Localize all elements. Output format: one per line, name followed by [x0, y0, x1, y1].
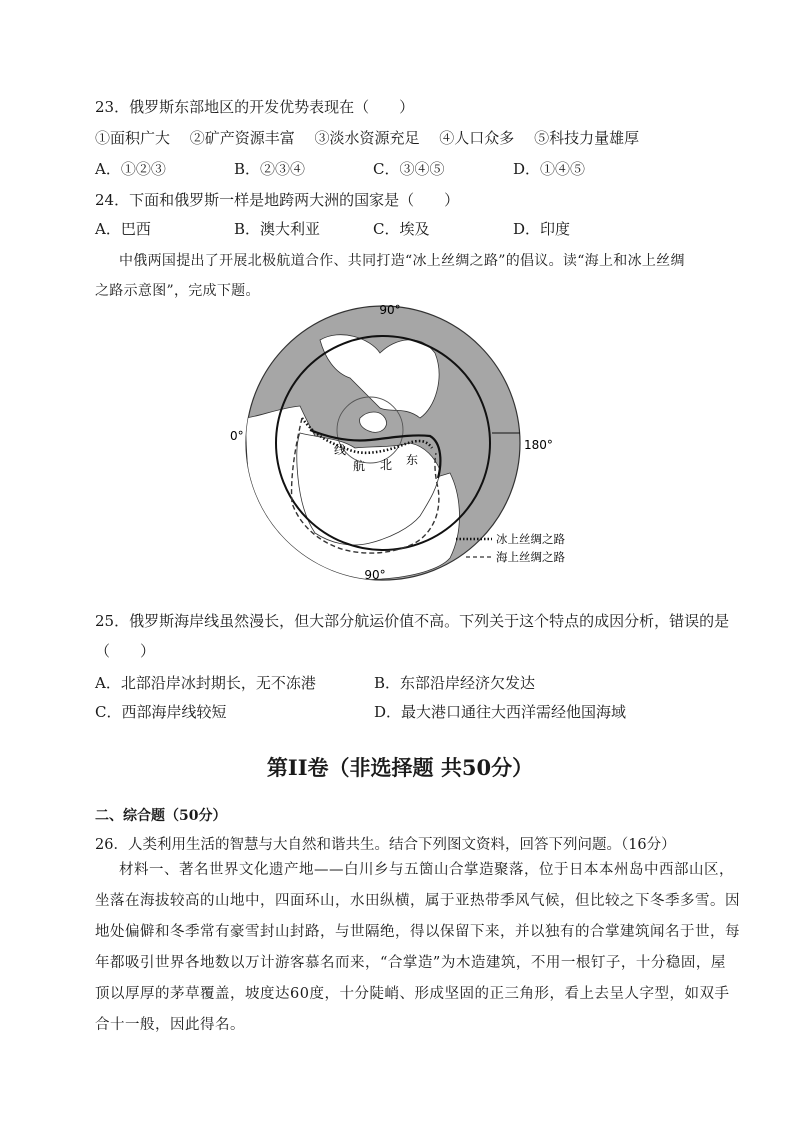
label-bottom-90: 90° — [364, 568, 386, 582]
material-line-6: 合十一般，因此得名。 — [95, 1017, 245, 1033]
q24-option-d: D．印度 — [513, 220, 571, 238]
q25-option-b: B．东部沿岸经济欠发达 — [374, 674, 536, 692]
q23-option-a: A．①②③ — [95, 160, 166, 178]
label-left-0: 0° — [230, 429, 244, 443]
q25-option-c: C．西部海岸线较短 — [95, 703, 227, 721]
q24-option-b: B．澳大利亚 — [234, 220, 321, 238]
material-line-5: 顶以厚厚的茅草覆盖，坡度达60度，十分陡峭、形成坚固的正三角形，看上去呈人字型，如双手 — [95, 986, 730, 1002]
q23-stem: 23．俄罗斯东部地区的开发优势表现在（ ） — [95, 98, 415, 116]
material-line-1: 材料一、著名世界文化遗产地——白川乡与五箇山合掌造聚落，位于日本本州岛中西部山区， — [119, 862, 734, 878]
legend-ice-label: 冰上丝绸之路 — [496, 532, 565, 546]
route-char-hang: 航 — [353, 459, 366, 473]
route-char-xian: 线 — [334, 443, 347, 457]
q25-paren: （ ） — [95, 642, 156, 660]
material-line-3: 地处偏僻和冬季常有豪雪封山封路，与世隔绝，得以保留下来，并以独有的合掌建筑闻名于世，每 — [95, 924, 740, 940]
material-line-2: 坐落在海拔较高的山地中，四面环山，水田纵横，属于亚热带季风气候，但比较之下冬季多雪。因 — [95, 893, 740, 909]
q24-option-c: C．埃及 — [373, 220, 430, 238]
q24-option-a: A．巴西 — [95, 220, 151, 238]
q26-material — [95, 855, 740, 1041]
q25-option-a: A．北部沿岸冰封期长，无不冻港 — [95, 674, 316, 692]
intro-line-1: 中俄两国提出了开展北极航道合作、共同打造“冰上丝绸之路”的倡议。读“海上和冰上丝绸 — [119, 253, 685, 269]
q23-items: ①面积广大 ②矿产资源丰富 ③淡水资源充足 ④人口众多 ⑤科技力量雄厚 — [95, 129, 640, 147]
q23-option-c: C．③④⑤ — [373, 160, 445, 178]
route-char-bei: 北 — [380, 458, 393, 472]
intro-line-2: 之路示意图”，完成下题。 — [95, 283, 260, 299]
section-part: 二、综合题（50分） — [95, 808, 227, 824]
legend-sea-label: 海上丝绸之路 — [496, 550, 565, 564]
q23-option-b: B．②③④ — [234, 160, 306, 178]
material-line-4: 年都吸引世界各地数以万计游客慕名而来，“合掌造”为木造建筑，不用一根钉子，十分稳固，屋 — [95, 955, 726, 971]
q25-stem: 25．俄罗斯海岸线虽然漫长，但大部分航运价值不高。下列关于这个特点的成因分析，错误的是 — [95, 612, 730, 630]
label-right-180: 180° — [524, 438, 553, 452]
q24-stem: 24．下面和俄罗斯一样是地跨两大洲的国家是（ ） — [95, 191, 460, 209]
label-top-90: 90° — [379, 303, 401, 317]
q26-stem: 26．人类利用生活的智慧与大自然和谐共生。结合下列图文资料，回答下列问题。（16分） — [95, 837, 676, 853]
route-char-dong: 东 — [406, 453, 419, 467]
arctic-route-map — [220, 298, 590, 583]
q23-option-d: D．①④⑤ — [513, 160, 586, 178]
section-title: 第II卷（非选择题 共50分） — [266, 755, 534, 780]
q25-option-d: D．最大港口通往大西洋需经他国海域 — [374, 703, 627, 721]
